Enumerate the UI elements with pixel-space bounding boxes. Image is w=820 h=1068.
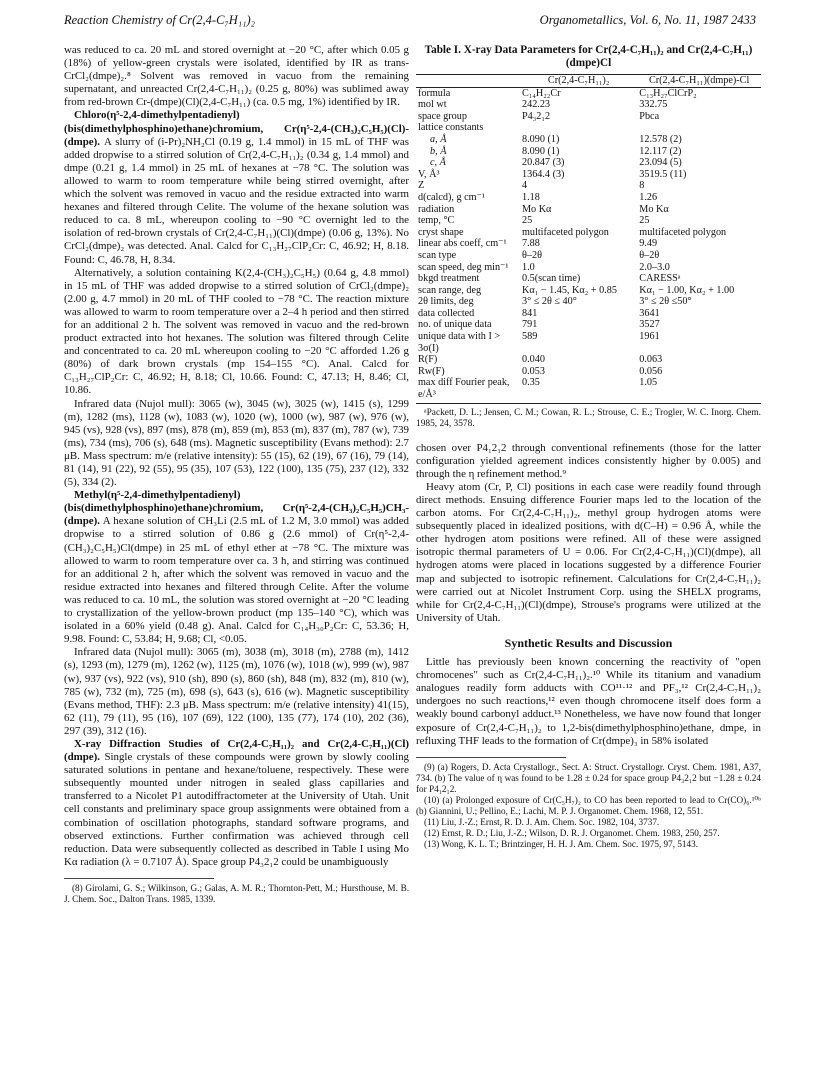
table-cell-value: P4₃2₁2 — [522, 110, 551, 122]
table-cell-label: space group — [418, 110, 467, 122]
table-cell-value: multifaceted polygon — [639, 226, 727, 238]
left-column — [64, 44, 409, 905]
paragraph: Infrared data (Nujol mull): 3065 (m), 3038 (m), 3018 (m), 2788 (m), 1412 (s), 1293 (m), 1279 (m), 1262 (w), 1125 (m), 1076 (w), 1018 (w), 999 (w), 987 (w), 937 (vs), 922 (vs), 910 (sh), 890 (s), 860 (sh), 848 (m), 832 (m), 810 (w), 785 (w), 732 (m), 725 (m), 698 (s), 643 (s), 616 (w). Magnetic susceptibility (Evans method, THF): 2.3 μB. Mass spectrum: m/e (relative intensity) 41(15), 62 (11), 79 (11), 95 (16), 107 (69), 122 (100), 135 (77), 174 (10), 202 (36), 297 (39), 312 (16). — [64, 646, 409, 737]
table-cell-label: linear abs coeff, cm⁻¹ — [418, 238, 507, 250]
table-cell-label: 2θ limits, deg — [418, 296, 474, 308]
table-row — [416, 296, 761, 308]
footnote: (12) Ernst, R. D.; Liu, J.-Z.; Wilson, D. R. J. Organomet. Chem. 1983, 250, 257. — [424, 827, 720, 838]
table-cell-label: Rw(F) — [418, 365, 445, 377]
table-row — [416, 238, 761, 250]
table-cell-label: b, Å — [430, 145, 447, 157]
table-row — [416, 87, 761, 99]
table-cell-value: 12.578 (2) — [639, 133, 682, 145]
table-cell-label: formula — [418, 87, 451, 99]
table-cell-label: temp, °C — [418, 215, 455, 227]
table-body — [416, 87, 761, 401]
compound-heading: Methyl(η⁵-2,4-dimethylpentadienyl)(bis(dimethylphosphino)ethane)chromium, Cr(η⁵-2,4-(CH₃)₂C₅H₅)CH₃-(dmpe). — [64, 489, 409, 528]
table-row — [416, 204, 761, 216]
table-row — [416, 366, 761, 378]
table-cell-value: 0.063 — [639, 354, 663, 366]
table-cell-value: 3519.5 (11) — [639, 168, 687, 180]
running-head-journal: Organometallics, Vol. 6, No. 11, 1987 2433 — [539, 12, 756, 27]
paragraph: was reduced to ca. 20 mL and stored overnight at −20 °C, after which 0.05 g (18%) of yellow-green crystals were isolated, identified by IR as trans-CrCl₂(dmpe)₂.⁸ Solvent was removed in vacuo from the remaining supernatant, and unreacted Cr(2,4-C₇H₁₁)₂ (0.25 g, 80%) was sublimed away from red-brown Cr-(dmpe)(Cl)(2,4-C₇H₁₁) (ca. 0.5 mg, 1%) identified by IR. — [64, 44, 409, 109]
table-cell-value: 1364.4 (3) — [522, 168, 565, 180]
table-cell-value: 23.094 (5) — [639, 157, 682, 169]
table-row — [416, 377, 761, 400]
table-row — [416, 180, 761, 192]
xray-data-table — [416, 74, 761, 404]
table-row — [416, 285, 761, 297]
table-cell-value: multifaceted polygon — [522, 226, 609, 238]
table-cell-value: 2.0–3.0 — [639, 261, 670, 273]
table-row — [416, 134, 761, 146]
table-header-row — [416, 75, 761, 87]
table-footnote: ᵃPackett, D. L.; Jensen, C. M.; Cowan, R. L.; Strouse, C. E.; Trogler, W. C. Inorg. Chem. 1985, 24, 3578. — [416, 407, 761, 429]
table-cell-value — [520, 122, 637, 134]
footnote-divider — [416, 757, 566, 758]
table-cell-value: 3° ≤ 2θ ≤50° — [639, 296, 692, 308]
paragraph — [64, 489, 409, 646]
table-row — [416, 250, 761, 262]
table-cell-value: 7.88 — [522, 238, 540, 250]
compound-heading: Chloro(η⁵-2,4-dimethylpentadienyl)(bis(dimethylphosphino)ethane)chromium, Cr(η⁵-2,4-(CH₃)₂C₅H₅)(Cl)-(dmpe). — [64, 109, 409, 148]
table-cell-label: bkgd treatment — [418, 273, 480, 285]
table-cell-label: Z — [418, 180, 425, 192]
paragraph-body: A slurry of (i-Pr)₂NH₂Cl (0.19 g, 1.4 mmol) in 15 mL of THF was added dropwise to a stirred solution of Cr(2,4-C₇H₁₁)₂ (0.34 g, 1.4 mmol) and dmpe (0.21 g, 1.4 mmol) in 25 mL of hexanes at −78 °C. The solution was allowed to warm to room temperature while being stirred overnight, after which the solvent was removed in vacuo and the residue extracted into warm hexanes and filtered through Celite. The volume of the hexane solution was reduced to ca. 8 mL, whereupon cooling to −90 °C overnight led to the isolation of red-brown crystals of Cr(2,4-C₇H₁₁)(Cl)(dmpe) (0.06 g, 13%). No CrCl₂(dmpe)₂ was detected. Anal. Calcd for C₁₃H₂₇ClP₂Cr: C, 46.92; H, 8.18. Found: C, 46.78, H, 8.34. — [64, 135, 409, 266]
table-cell-value: 3° ≤ 2θ ≤ 40° — [522, 296, 577, 308]
table-cell-value: 242.23 — [522, 99, 551, 111]
table-cell-value: 1.18 — [522, 191, 540, 203]
table-row — [416, 308, 761, 320]
table-row — [416, 354, 761, 366]
table-cell-value: 1.05 — [639, 377, 658, 389]
table-cell-value: 25 — [639, 215, 650, 227]
paragraph: Heavy atom (Cr, P, Cl) positions in each case were readily found through direct methods. Ensuing difference Fourier maps led to the location of the carbon atoms. For Cr(2,4-C₇H₁₁)₂, methyl group hydrogen atoms were subsequently placed in idealized positions, with d(C–H) = 0.96 Å, while the other hydrogen atom positions were refined. All of these were assigned isotropic thermal parameters of U = 0.06. For Cr(2,4-C₇H₁₁)(Cl)(dmpe), all hydrogen atoms were placed in locations suggested by a difference Fourier map and subjected to isotropic refinement. Calculations for Cr(2,4-C₇H₁₁)₂ were carried out at Nicolet Instrument Corp. using the SHELX programs, while for Cr(2,4-C₇H₁₁)(Cl)(dmpe), Strouse's programs were utilized at the University of Utah. — [416, 480, 761, 624]
table-cell-value: 1.0 — [522, 261, 535, 273]
table-cell-value: 3527 — [639, 319, 660, 331]
table-cell-value: 1961 — [639, 331, 660, 343]
table-cell-value: Kα₁ − 1.00, Kα₂ + 1.00 — [639, 284, 735, 296]
table-cell-value: 8.090 (1) — [522, 145, 560, 157]
table-row — [416, 227, 761, 239]
footnote: (8) Girolami, G. S.; Wilkinson, G.; Galas, A. M. R.; Thornton-Pett, M.; Hursthouse, M. B. J. Chem. Soc., Dalton Trans. 1985, 1339. — [64, 882, 409, 904]
paragraph-body: A hexane solution of CH₃Li (2.5 mL of 1.2 M, 3.0 mmol) was added dropwise to a stirred solution of 0.86 g (2.6 mmol) of Cr(η⁵-2,4-(CH₃)₂C₅H₅)Cl(dmpe) in 25 mL of ethyl ether at −78 °C. The mixture was allowed to warm to room temperature over ca. 3 h, and stirring was continued for an additional 2 h, after which the solvent was removed in vacuo and the residue extracted into hexanes and filtered through Celite. After the volume was reduced to ca. 10 mL, the solution was stored overnight at −20 °C leading to crystallization of the yellow-brown product (mp 135–140 °C), which was isolated in a 60% yield (0.48 g). Anal. Calcd for C₁₄H₃₀P₂Cr: C, 53.36; H, 9.98. Found: C, 53.84; H, 9.68; Cl, <0.05. — [64, 515, 409, 646]
section-title: Synthetic Results and Discussion — [504, 635, 673, 650]
paragraph: Little has previously been known concerning the reactivity of "open chromocenes" such as Cr(2,4-C₇H₁₁)₂.¹⁰ While its titanium and vanadium analogues readily form adducts with CO¹¹·¹² and PF₃,¹² Cr(2,4-C₇H₁₁)₂ undergoes no such reactions,¹² even though chromocene itself does form a weakly bound carbonyl adduct.¹³ Nonetheless, we have now found that longer exposure of Cr(2,4-C₇H₁₁)₂ to 1,2-bis(dimethylphosphino)ethane, dmpe, in refluxing THF leads to the formation of Cr(dmpe)₃ in 58% isolated — [416, 656, 761, 747]
paragraph — [64, 109, 409, 266]
table-row — [416, 319, 761, 331]
table-cell-value: 589 — [522, 331, 538, 343]
table-cell-value: 25 — [522, 215, 533, 227]
table-row — [416, 99, 761, 111]
paragraph: Alternatively, a solution containing K(2,4-(CH₃)₂C₅H₅) (0.64 g, 4.8 mmol) in 15 mL of THF was added dropwise to a stirred solution of CrCl₂(dmpe)₂ (2.00 g, 4.7 mmol) in 20 mL of THF cooled to −78 °C. The reaction mixture was allowed to warm to room temperature over a 2–4 h period and then stirred for an additional 2 h. The solvent was removed in vacuo and the red-brown product extracted into hot hexanes. The solution was filtered through Celite and concentrated to ca. 20 mL whereupon cooling to −20 °C afforded 1.26 g (80%) of dark brown crystals (mp 154–155 °C). Anal. Calcd for C₁₃H₂₇ClP₂Cr: C, 46.92; H, 8.18; Cl, 10.66. Found: C, 47.13; H, 8.46; Cl, 10.86. — [64, 266, 409, 397]
table-cell-value: 0.35 — [522, 377, 540, 389]
paragraph — [64, 738, 409, 869]
table-cell-value: θ–2θ — [639, 249, 660, 261]
table-cell-value: 0.053 — [522, 365, 545, 377]
table-cell-value: 3641 — [639, 307, 660, 319]
right-column — [416, 44, 761, 850]
paragraph: chosen over P4₁2₁2 through conventional refinements (those for the latter configuration yielded agreement indices consistently higher by 0.005) and through the η refinement method.⁹ — [416, 441, 761, 480]
table-cell-label: mol wt — [418, 99, 447, 111]
table-cell-value: Kα₁ − 1.45, Kα₂ + 0.85 — [522, 284, 617, 296]
table-cell-value: 1.26 — [639, 191, 658, 203]
paragraph-body: Single crystals of these compounds were grown by slowly cooling saturated solutions in pentane and hexane/toluene, respectively. These were subsequently mounted under nitrogen in sealed glass capillaries and transferred to a Nicolet P1 autodiffractometer at the University of Utah. Unit cell constants and preliminary space group assignments were obtained from a combination of oscillation photographs, standard software programs, and observed extinctions. Further confirmation was achieved through cell reduction. Data were subsequently collected as described in Table I using Mo Kα radiation (λ = 0.7107 Å). Space group P4₃2₁2 could be unambiguously — [64, 751, 409, 868]
table-cell-label: d(calcd), g cm⁻¹ — [418, 191, 485, 203]
table-cell-value: 20.847 (3) — [522, 157, 565, 169]
table-cell-value: 332.75 — [639, 99, 668, 111]
table-cell-label: scan range, deg — [418, 284, 482, 296]
table-cell-label: V, Å³ — [418, 168, 440, 180]
table-row — [416, 157, 761, 169]
table-row — [416, 273, 761, 285]
table-row — [416, 146, 761, 158]
table-cell-value: 0.056 — [639, 365, 663, 377]
table-cell-value: C₁₄H₂₂Cr — [522, 87, 561, 99]
table-row — [416, 122, 761, 134]
table-cell-value: C₁₃H₂₇ClCrP₂ — [639, 87, 697, 99]
table-cell-label: data collected — [418, 307, 475, 319]
table-cell-label: a, Å — [430, 133, 447, 145]
footnote: (10) (a) Prolonged exposure of Cr(C₅H₇)₂ to CO has been reported to lead to Cr(CO)₆.¹⁰ᵇ (b) Giannini, U.; Pellino, E.; Lachi, M. P. J. Organomet. Chem. 1968, 12, 551. — [416, 794, 761, 816]
table-cell-value: θ–2θ — [522, 249, 542, 261]
footnote: (11) Liu, J.-Z.; Ernst, R. D. J. Am. Chem. Soc. 1982, 104, 3737. — [424, 816, 660, 827]
table-cell-label: scan speed, deg min⁻¹ — [418, 261, 509, 273]
footnote: (13) Wong, K. L. T.; Brintzinger, H. H. J. Am. Chem. Soc. 1975, 97, 5143. — [424, 838, 698, 849]
section-run-in-heading: X-ray Diffraction Studies of Cr(2,4-C₇H₁₁)₂ and Cr(2,4-C₇H₁₁)(Cl)(dmpe). — [64, 737, 409, 764]
table-cell-value: 8 — [639, 180, 645, 192]
table-cell-value: CARESSᵃ — [639, 273, 681, 285]
table-cell-label: c, Å — [430, 157, 446, 169]
table-cell-value: 12.117 (2) — [639, 145, 682, 157]
table-cell-label: no. of unique data — [418, 319, 492, 331]
table-row — [416, 169, 761, 181]
running-head — [64, 10, 756, 30]
table-row — [416, 215, 761, 227]
footnote-divider — [64, 878, 214, 879]
table-row — [416, 331, 761, 354]
table-header-col2: Cr(2,4-C₇H₁₁)(dmpe)-Cl — [637, 75, 761, 87]
table-cell-value: Pbca — [639, 110, 660, 122]
table-cell-value: 791 — [522, 319, 538, 331]
table-cell-value: Mo Kα — [639, 203, 669, 215]
table-cell-value: Mo Kα — [522, 203, 552, 215]
table-cell-label: cryst shape — [418, 226, 464, 238]
table-cell-label: R(F) — [418, 354, 438, 366]
table-title: Table I. X-ray Data Parameters for Cr(2,4-C₇H₁₁)₂ and Cr(2,4-C₇H₁₁)(dmpe)Cl — [424, 44, 753, 69]
table-row — [416, 192, 761, 204]
table-cell-label: scan type — [418, 249, 457, 261]
table-cell-value: 0.040 — [522, 354, 545, 366]
footnote: (9) (a) Rogers, D. Acta Crystallogr., Sect. A: Struct. Crystallogr. Cryst. Chem. 1981, A37, 734. (b) The value of η was found to be 1.28 ± 0.24 for space group P4₃2₁2 but −1.28 ± 0.24 for P4₁2₁2. — [416, 761, 761, 794]
table-cell-label: lattice constants — [418, 122, 484, 134]
table-cell-label: unique data with I > 3σ(I) — [418, 331, 501, 354]
table-cell-value — [637, 122, 761, 134]
table-cell-value: 8.090 (1) — [522, 133, 560, 145]
table-row — [416, 262, 761, 274]
running-head-title: Reaction Chemistry of Cr(2,4-C₇H₁₁)₂ — [64, 12, 255, 27]
table-cell-label: radiation — [418, 203, 455, 215]
table-cell-value: 841 — [522, 307, 538, 319]
table-cell-value: 9.49 — [639, 238, 658, 250]
table-cell-label: max diff Fourier peak, e/Å³ — [418, 377, 510, 401]
table-cell-value: 0.5(scan time) — [522, 273, 581, 285]
paragraph: Infrared data (Nujol mull): 3065 (w), 3045 (w), 3025 (w), 1415 (s), 1299 (m), 1282 (ms), 1128 (w), 1083 (w), 1020 (w), 1000 (w), 987 (w), 976 (w), 945 (vs), 928 (vs), 897 (ms), 878 (m), 859 (m), 853 (m), 837 (m), 787 (w), 739 (ms), 734 (ms), 706 (s), 648 (ms). Magnetic susceptibility (Evans method): 2.7 μB. Mass spectrum: m/e (relative intensity): 55 (15), 62 (19), 67 (16), 79 (14), 81 (14), 91 (22), 92 (55), 95 (35), 107 (53), 122 (100), 135 (75), 237 (12), 332 (5), 334 (2). — [64, 397, 409, 489]
table-header-col1: Cr(2,4-C₇H₁₁)₂ — [520, 75, 637, 87]
table-header-blank — [416, 75, 520, 87]
table-cell-value: 4 — [522, 180, 528, 192]
table-row — [416, 111, 761, 123]
